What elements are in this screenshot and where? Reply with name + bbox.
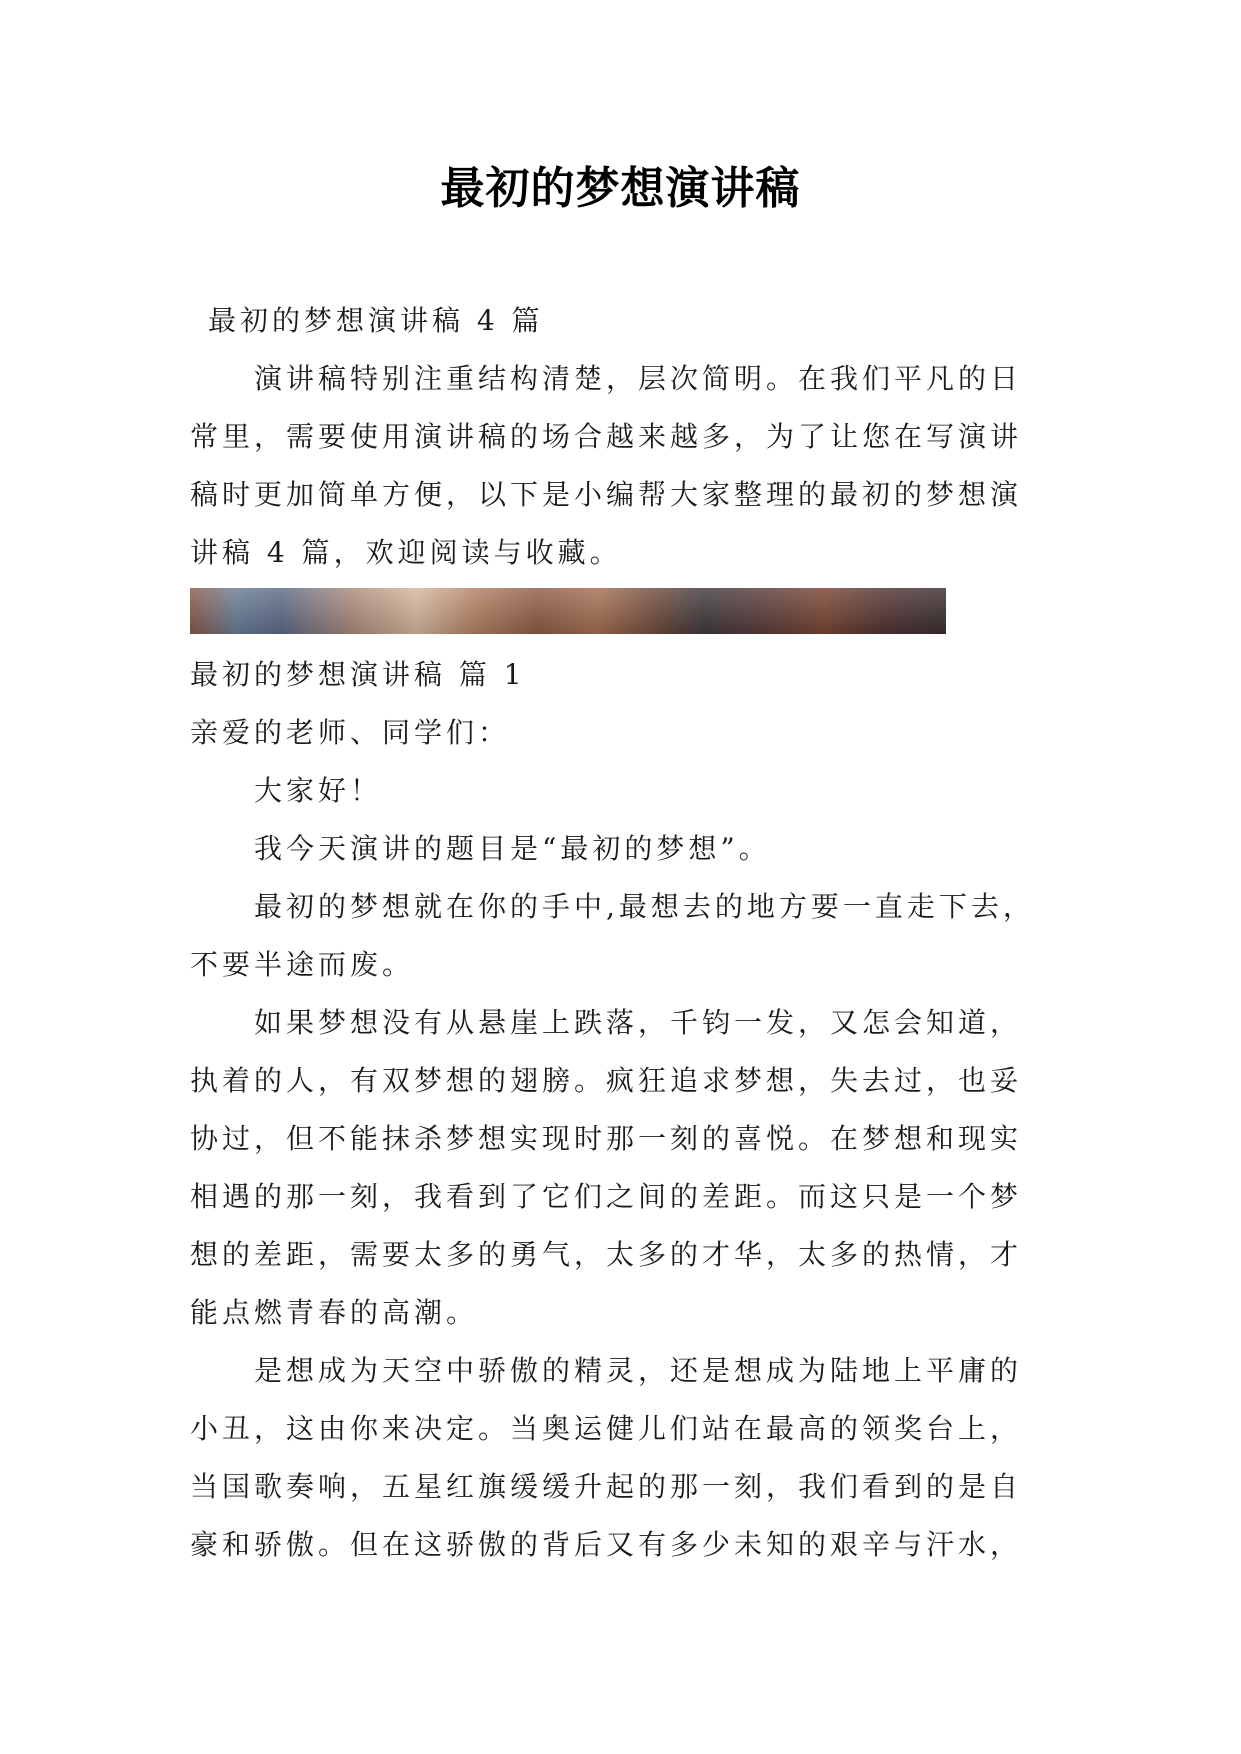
- paragraph-line: 最初的梦想就在你的手中,最想去的地方要一直走下去，: [254, 890, 1035, 923]
- paragraph-line: 想的差距，需要太多的勇气，太多的才华，太多的热情，才: [190, 1238, 1023, 1271]
- paragraph-line: 相遇的那一刻，我看到了它们之间的差距。而这只是一个梦: [190, 1180, 1023, 1213]
- paragraph-line: 小丑，这由你来决定。当奥运健儿们站在最高的领奖台上，: [190, 1412, 1023, 1445]
- paragraph-line: 执着的人，有双梦想的翅膀。疯狂追求梦想，失去过，也妥: [190, 1064, 1023, 1097]
- topic-line: 我今天演讲的题目是“最初的梦想”。: [254, 832, 771, 865]
- intro-line: 常里，需要使用演讲稿的场合越来越多，为了让您在写演讲: [190, 420, 1023, 453]
- paragraph-line: 协过，但不能抹杀梦想实现时那一刻的喜悦。在梦想和现实: [190, 1122, 1023, 1155]
- banner-image: [190, 588, 946, 634]
- paragraph-line: 当国歌奏响，五星红旗缓缓升起的那一刻，我们看到的是自: [190, 1470, 1023, 1503]
- salutation: 亲爱的老师、同学们：: [190, 716, 511, 749]
- greeting: 大家好！: [254, 774, 383, 807]
- document-subtitle: 最初的梦想演讲稿 4 篇: [208, 304, 544, 337]
- paragraph-line: 如果梦想没有从悬崖上跌落，千钧一发，又怎会知道，: [254, 1006, 1023, 1039]
- paragraph-line: 能点燃青春的高潮。: [190, 1296, 479, 1329]
- intro-line: 稿时更加简单方便，以下是小编帮大家整理的最初的梦想演: [190, 478, 1023, 511]
- paragraph-line: 豪和骄傲。但在这骄傲的背后又有多少未知的艰辛与汗水，: [190, 1528, 1023, 1561]
- intro-line: 演讲稿特别注重结构清楚，层次简明。在我们平凡的日: [254, 362, 1023, 395]
- intro-line: 讲稿 4 篇，欢迎阅读与收藏。: [190, 536, 622, 569]
- document-title: 最初的梦想演讲稿: [440, 163, 801, 214]
- document-body: [190, 292, 1056, 1574]
- section-heading: 最初的梦想演讲稿 篇 1: [190, 658, 526, 691]
- paragraph-line: 不要半途而废。: [190, 948, 415, 981]
- paragraph-line: 是想成为天空中骄傲的精灵，还是想成为陆地上平庸的: [254, 1354, 1023, 1387]
